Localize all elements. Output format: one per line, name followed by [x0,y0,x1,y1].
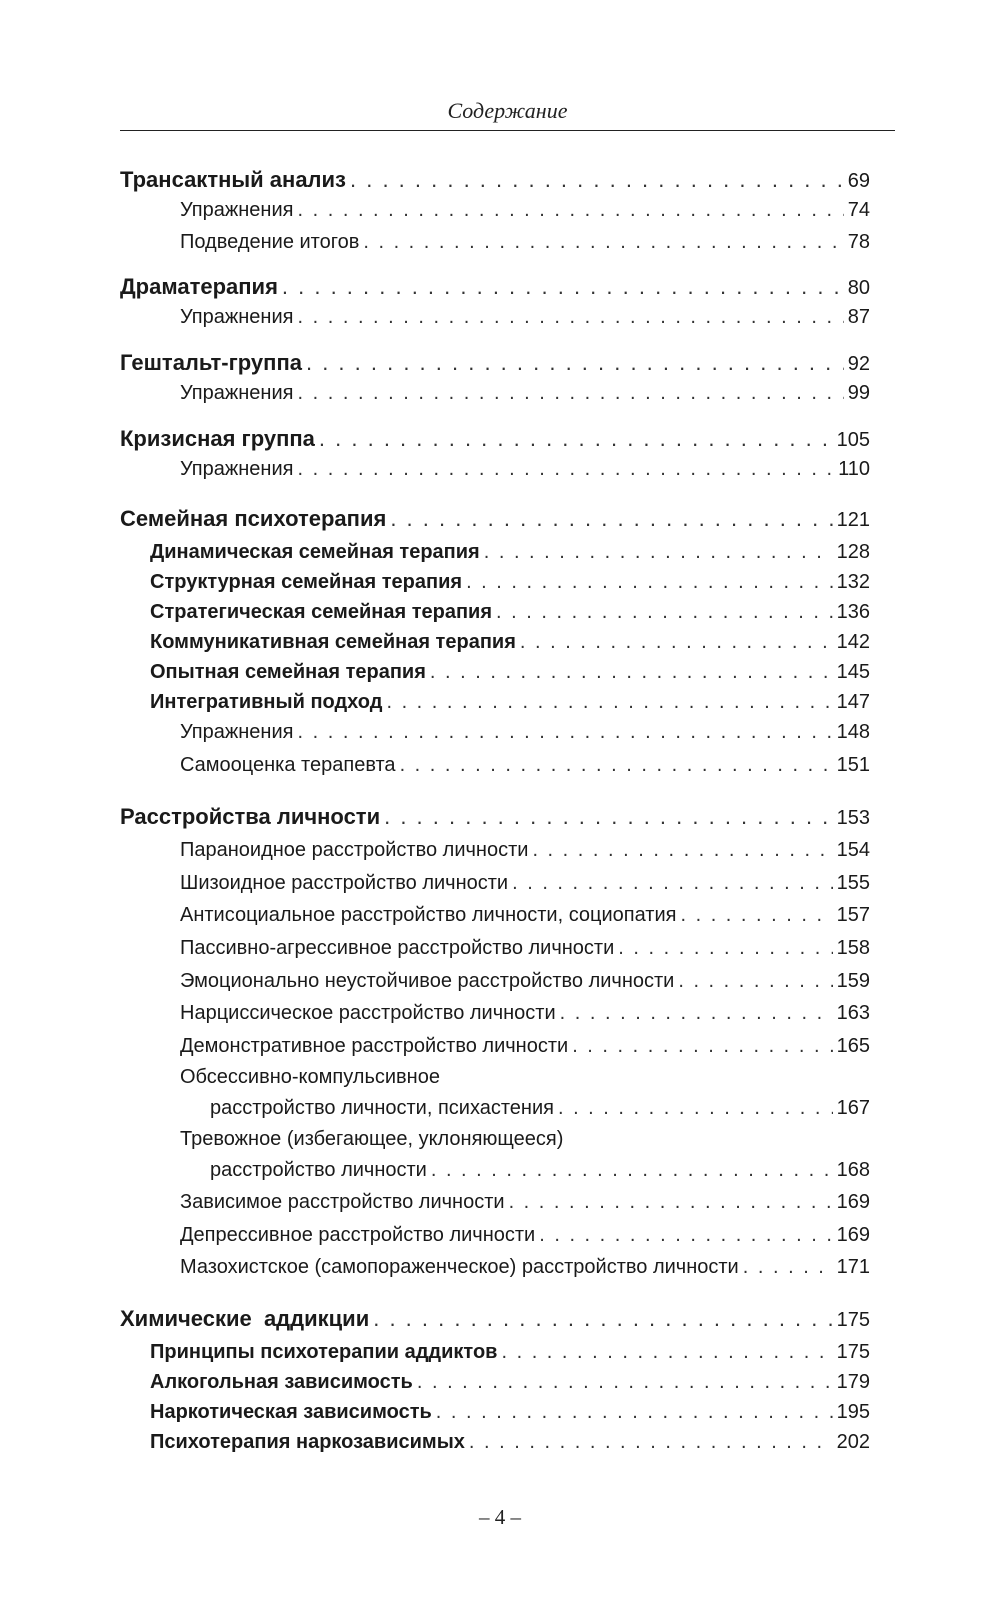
dot-leader [319,426,833,452]
toc-page-number: 92 [847,353,870,375]
toc-entry-title: Шизоидное расстройство личности [180,872,509,894]
toc-entry-title: Упражнения [180,382,294,404]
toc-entry-title: Пассивно-агрессивное расстройство личности [180,937,615,959]
dot-leader [430,661,833,684]
dot-leader [384,804,833,830]
toc-page-number: 136 [836,601,870,623]
toc-entry [0,661,1000,689]
toc-page-number: 153 [836,807,870,829]
toc-entry [0,382,1000,410]
dot-leader [297,721,832,744]
dot-leader [373,1306,832,1332]
toc-page-number: 74 [847,199,870,221]
toc-entry-title: Нарциссическое расстройство личности [180,1002,556,1024]
toc-entry [0,306,1000,334]
dot-leader [532,839,832,862]
toc-entry [0,1159,1000,1187]
dot-leader [539,1224,832,1247]
dot-leader [390,506,832,532]
toc-entry [0,1371,1000,1399]
toc-entry [0,937,1000,965]
toc-entry-title: Параноидное расстройство личности [180,839,529,861]
toc-entry [0,804,1000,832]
dot-leader [297,199,843,222]
toc-page-number: 121 [836,509,870,531]
toc-entry [0,1035,1000,1063]
dot-leader [572,1035,832,1058]
toc-entry [0,1191,1000,1219]
toc-page-number: 155 [836,872,870,894]
header-rule [120,130,895,131]
toc-entry-title: Динамическая семейная терапия [150,541,480,563]
toc-entry [0,1002,1000,1030]
dot-leader [501,1341,832,1364]
toc-entry-title: Психотерапия наркозависимых [150,1431,465,1453]
toc-page-number: 158 [836,937,870,959]
toc-page-number: 69 [847,170,870,192]
toc-page-number: 163 [836,1002,870,1024]
toc-page-number: 151 [836,754,870,776]
dot-leader [509,1191,833,1214]
toc-page-number: 80 [847,277,870,299]
toc-page-number: 169 [836,1224,870,1246]
dot-leader [297,458,834,481]
dot-leader [469,1431,833,1454]
toc-entry-title: Гештальт-группа [120,350,302,375]
toc-entry-title: Эмоционально неустойчивое расстройство личности [180,970,675,992]
toc-entry [0,631,1000,659]
toc-entry [0,458,1000,486]
toc-entry [0,1341,1000,1369]
toc-entry-title: Упражнения [180,458,294,480]
dot-leader [400,754,833,777]
toc-entry [0,231,1000,259]
toc-page-number: 202 [836,1431,870,1453]
toc-page-number: 175 [836,1309,870,1331]
toc-entry-title: расстройство личности, психастения [210,1097,554,1119]
toc-entry-title: Зависимое расстройство личности [180,1191,505,1213]
toc-entry-title: Принципы психотерапии аддиктов [150,1341,498,1363]
dot-leader [678,970,832,993]
dot-leader [417,1371,833,1394]
toc-page-number: 142 [836,631,870,653]
toc-entry-title: Упражнения [180,199,294,221]
toc-page-number: 105 [836,429,870,451]
toc-entry [0,691,1000,719]
toc-page-number: 165 [836,1035,870,1057]
toc-entry-title: Депрессивное расстройство личности [180,1224,536,1246]
toc-entry [0,721,1000,749]
toc-entry [0,839,1000,867]
toc-page-number: 128 [836,541,870,563]
toc-page-number: 168 [836,1159,870,1181]
toc-entry [0,571,1000,599]
toc-entry [0,541,1000,569]
toc-page-number: 147 [836,691,870,713]
toc-entry [0,1431,1000,1459]
toc-entry [0,426,1000,454]
toc-entry-title: Антисоциальное расстройство личности, социопатия [180,904,677,926]
dot-leader [520,631,833,654]
toc-entry [0,1401,1000,1429]
dot-leader [743,1256,833,1279]
toc-entry [0,1097,1000,1125]
toc-entry-title: Стратегическая семейная терапия [150,601,493,623]
toc-entry-title: Наркотическая зависимость [150,1401,432,1423]
dot-leader [282,274,844,300]
toc-entry [0,1256,1000,1284]
toc-entry-title: Алкогольная зависимость [150,1371,413,1393]
dot-leader [680,904,832,927]
toc-entry-title: Расстройства личности [120,804,381,829]
toc-entry [0,199,1000,227]
toc-entry-title: Подведение итогов [180,231,360,253]
dot-leader [466,571,833,594]
toc-entry [0,1224,1000,1252]
toc-page-number: 175 [836,1341,870,1363]
toc-entry-title: Химические аддикции [120,1306,370,1331]
dot-leader [484,541,833,564]
toc-page-number: 110 [838,458,870,480]
running-head: Содержание [447,98,568,123]
toc-page-number: 195 [836,1401,870,1423]
toc-entry-title-line1: Тревожное (избегающее, уклоняющееся) [180,1128,564,1150]
toc-entry-title: Интегративный подход [150,691,383,713]
toc-page-number: 179 [836,1371,870,1393]
toc-entry [0,872,1000,900]
toc-entry [0,506,1000,534]
toc-entry-title: Кризисная группа [120,426,315,451]
toc-entry [0,754,1000,782]
page-number: – 4 – [479,1505,521,1529]
toc-entry-title: Мазохистское (самопораженческое) расстройство личности [180,1256,739,1278]
toc-entry-title: Семейная психотерапия [120,506,387,531]
toc-entry [0,350,1000,378]
dot-leader [558,1097,833,1120]
toc-page-number: 145 [836,661,870,683]
toc-entry-title: расстройство личности [210,1159,427,1181]
toc-entry-title: Упражнения [180,306,294,328]
toc-page-number: 99 [847,382,870,404]
toc-page-number: 148 [836,721,870,743]
toc-entry [0,601,1000,629]
toc-page-number: 171 [836,1256,870,1278]
toc-entry-title: Опытная семейная терапия [150,661,426,683]
toc-page-number: 157 [836,904,870,926]
toc-entry-title: Самооценка терапевта [180,754,396,776]
dot-leader [297,306,843,329]
dot-leader [496,601,833,624]
dot-leader [512,872,833,895]
dot-leader [297,382,843,405]
dot-leader [431,1159,833,1182]
toc-page-number: 78 [847,231,870,253]
toc-page-number: 159 [836,970,870,992]
dot-leader [560,1002,833,1025]
toc-page-number: 154 [836,839,870,861]
toc-entry-title: Демонстративное расстройство личности [180,1035,569,1057]
toc-entry [0,167,1000,195]
toc-entry-title: Структурная семейная терапия [150,571,463,593]
toc-entry [0,274,1000,302]
dot-leader [618,937,832,960]
toc-page-number: 167 [836,1097,870,1119]
toc-page-number: 132 [836,571,870,593]
toc-page-number: 87 [847,306,870,328]
toc-entry [0,970,1000,998]
toc-entry-title: Коммуникативная семейная терапия [150,631,516,653]
dot-leader [363,231,843,254]
toc-entry-title: Упражнения [180,721,294,743]
toc-entry-title: Драматерапия [120,274,278,299]
toc-entry-title: Трансактный анализ [120,167,346,192]
dot-leader [436,1401,833,1424]
toc-entry-title-line1: Обсессивно-компульсивное [180,1066,440,1088]
dot-leader [306,350,844,376]
dot-leader [386,691,832,714]
toc-entry [0,904,1000,932]
dot-leader [350,167,844,193]
toc-page-number: 169 [836,1191,870,1213]
toc-entry [0,1306,1000,1334]
